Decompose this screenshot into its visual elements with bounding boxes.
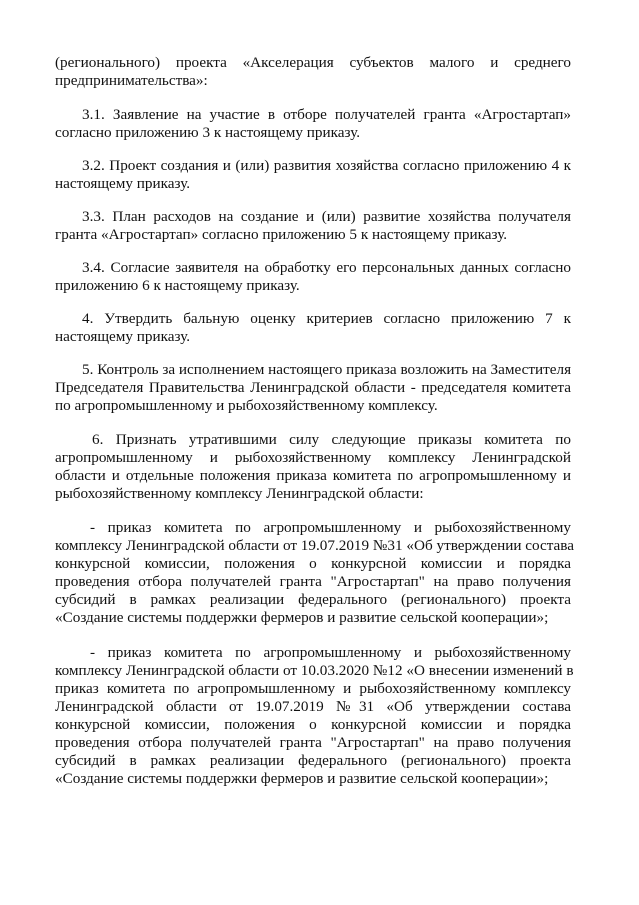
paragraph-order-31-cont [55,537,574,627]
text-line: проведения отбора получателей гранта "Агростартап" на право получения [55,734,571,751]
text-line: комплексу Ленинградской области от 10.03.2020 №12 «О внесении изменений в [55,662,574,679]
paragraph-item-6 [92,431,571,449]
paragraph-item-3-2-cont [55,175,571,193]
text-line: предпринимательства»: [55,72,208,89]
text-line: субсидий в рамках реализации федерального (регионального) проекта [55,591,571,608]
text-line: комплексу Ленинградской области от 19.07.2019 №31 «Об утверждении состава [55,537,574,554]
paragraph-item-3-4 [82,259,571,277]
paragraph-item-3-3-cont [55,226,571,244]
paragraph-intro-continuation [55,54,571,90]
paragraph-item-3-1 [82,106,571,124]
text-line: конкурсной комиссии, положения о конкурсной комиссии и порядка [55,716,571,733]
text-line: «Создание системы поддержки фермеров и развитие сельской кооперации»; [55,609,549,626]
paragraph-order-12-cont [55,662,574,788]
text-line: - приказ комитета по агропромышленному и рыбохозяйственному [90,644,571,661]
text-line: 4. Утвердить бальную оценку критериев согласно приложению 7 к [82,310,571,327]
paragraph-item-3-4-cont [55,277,571,295]
text-line: 6. Признать утратившими силу следующие приказы комитета по [92,431,571,448]
text-line: 3.2. Проект создания и (или) развития хозяйства согласно приложению 4 к [82,157,571,174]
text-line: гранта «Агростартап» согласно приложению 5 к настоящему приказу. [55,226,508,243]
paragraph-item-5-cont [55,379,571,415]
text-line: субсидий в рамках реализации федерального (регионального) проекта [55,752,571,769]
text-line: приложению 6 к настоящему приказу. [55,277,300,294]
text-line: рыбохозяйственному комплексу Ленинградской области: [55,485,424,502]
text-line: 5. Контроль за исполнением настоящего приказа возложить на Заместителя [82,361,572,378]
text-line: агропромышленному и рыбохозяйственному комплексу Ленинградской [55,449,571,466]
paragraph-item-5 [82,361,571,379]
text-line: проведения отбора получателей гранта "Агростартап" на право получения [55,573,571,590]
paragraph-item-3-1-cont [55,124,571,142]
text-line: по агропромышленному и рыбохозяйственному комплексу. [55,397,438,414]
text-line: конкурсной комиссии, положения о конкурсной комиссии и порядка [55,555,571,572]
text-line: 3.1. Заявление на участие в отборе получателей гранта «Агростартап» [82,106,571,123]
text-line: Председателя Правительства Ленинградской области - председателя комитета [55,379,571,396]
paragraph-item-4 [82,310,571,328]
text-line: Ленинградской области от 19.07.2019 №31 «Об утверждении состава [55,698,571,715]
paragraph-item-3-3 [82,208,571,226]
paragraph-item-4-cont [55,328,571,346]
paragraph-item-3-2 [82,157,571,175]
paragraph-order-12 [90,644,571,662]
text-line: - приказ комитета по агропромышленному и рыбохозяйственному [90,519,571,536]
text-line: приказ комитета по агропромышленному и рыбохозяйственному комплексу [55,680,571,697]
paragraph-item-6-cont [55,449,571,503]
text-line: области и отдельные положения приказа комитета по агропромышленному и [55,467,571,484]
text-line: согласно приложению 3 к настоящему приказу. [55,124,361,141]
text-line: (регионального) проекта «Акселерация субъектов малого и среднего [55,54,571,71]
text-line: настоящему приказу. [55,328,191,345]
text-line: 3.3. План расходов на создание и (или) развитие хозяйства получателя [82,208,571,225]
paragraph-order-31 [90,519,571,537]
text-line: 3.4. Согласие заявителя на обработку его персональных данных согласно [82,259,571,276]
text-line: «Создание системы поддержки фермеров и развитие сельской кооперации»; [55,770,549,787]
text-line: настоящему приказу. [55,175,191,192]
